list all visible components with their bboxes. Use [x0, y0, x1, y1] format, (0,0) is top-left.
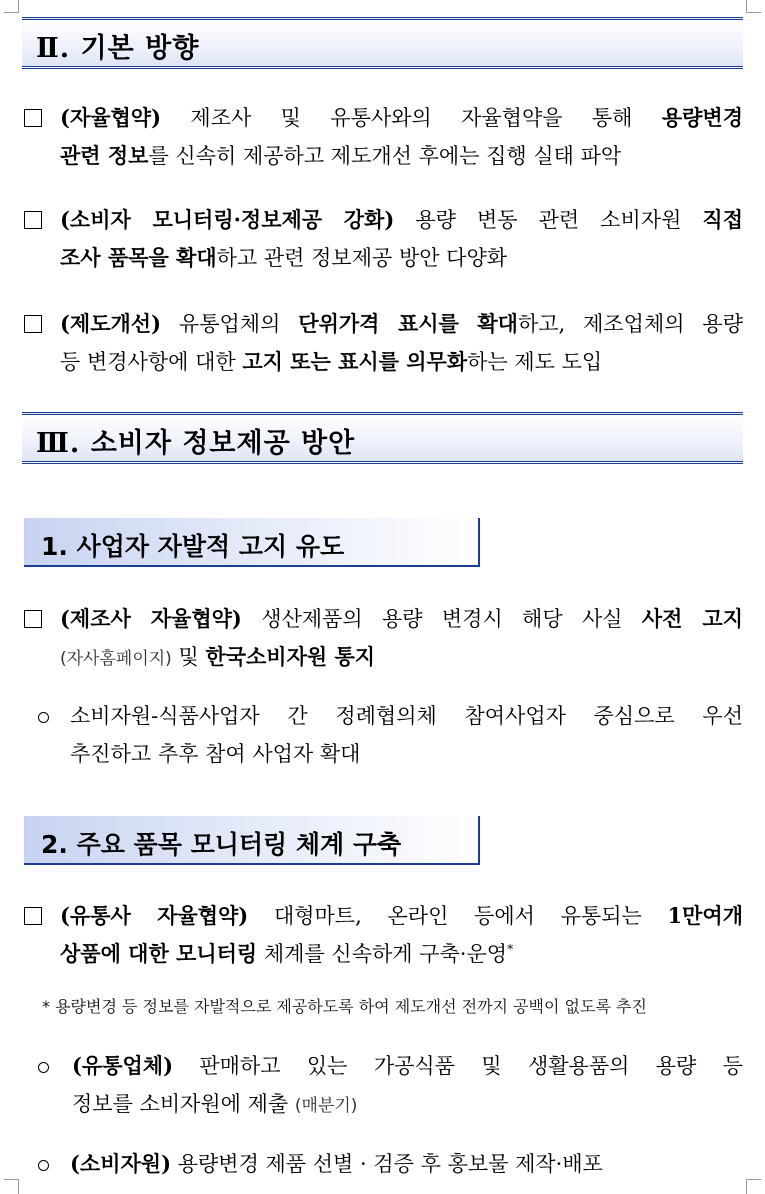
- checkbox-square-icon: [24, 315, 42, 333]
- section-title: [36, 26, 199, 65]
- subsection-header: [24, 816, 480, 865]
- bullet-item: [24, 897, 743, 973]
- bullet-item: [24, 201, 743, 277]
- section-title: [36, 421, 355, 460]
- section-header-basic-direction: [22, 17, 743, 69]
- section-number: Ⅱ.: [36, 33, 71, 64]
- crop-mark: [746, 0, 761, 13]
- section-header-consumer-info: [22, 412, 743, 464]
- section-title-text: 소비자 정보제공 방안: [90, 428, 356, 459]
- text-line: (제도개선) 유통업체의 단위가격 표시를 확대하고, 제조업체의 용량: [60, 311, 743, 336]
- text-line: 등 변경사항에 대한 고지 또는 표시를 의무화하는 제도 도입: [60, 349, 603, 374]
- bullet-item: [24, 305, 743, 381]
- checkbox-square-icon: [24, 610, 42, 628]
- text-line: 관련 정보를 신속히 제공하고 제도개선 후에는 집행 실태 파악: [60, 143, 622, 168]
- subsection-title: 1. 사업자 자발적 고지 유도: [41, 532, 345, 561]
- circle-bullet-item: [38, 1145, 743, 1183]
- text-line: 추진하고 추후 참여 사업자 확대: [70, 742, 361, 766]
- text-line: (소비자 모니터링·정보제공 강화) 용량 변동 관련 소비자원 직접: [60, 207, 743, 232]
- section-number: Ⅲ.: [36, 428, 81, 459]
- circle-bullet-icon: [38, 1160, 49, 1171]
- text-line: (유통업체) 판매하고 있는 가공식품 및 생활용품의 용량 등: [72, 1053, 743, 1078]
- checkbox-square-icon: [24, 109, 42, 127]
- footnote: * 용량변경 등 정보를 자발적으로 제공하도록 하여 제도개선 전까지 공백이 없도록 추진: [42, 997, 647, 1016]
- text-line: 정보를 소비자원에 제출 (매분기): [72, 1092, 358, 1116]
- crop-mark: [4, 0, 19, 13]
- text-line: (제조사 자율협약) 생산제품의 용량 변경시 해당 사실 사전 고지: [60, 606, 743, 631]
- text-line: 조사 품목을 확대하고 관련 정보제공 방안 다양화: [60, 245, 508, 270]
- bullet-item: [24, 99, 743, 175]
- checkbox-square-icon: [24, 211, 42, 229]
- subsection-title: 2. 주요 품목 모니터링 체계 구축: [41, 830, 402, 859]
- checkbox-square-icon: [24, 907, 42, 925]
- subsection-header: [24, 518, 480, 567]
- circle-bullet-item: [38, 1047, 743, 1125]
- text-line: (자사홈페이지) 및 한국소비자원 통지: [60, 644, 376, 669]
- circle-bullet-icon: [38, 1062, 49, 1073]
- text-line: (소비자원) 용량변경 제품 선별 · 검증 후 홍보물 제작·배포: [70, 1151, 603, 1176]
- section-title-text: 기본 방향: [80, 33, 200, 64]
- bullet-item: [24, 600, 743, 678]
- text-line: 상품에 대한 모니터링 체계를 신속하게 구축·운영*: [60, 941, 514, 966]
- text-line: (유통사 자율협약) 대형마트, 온라인 등에서 유통되는 1만여개: [60, 903, 743, 928]
- circle-bullet-icon: [38, 712, 49, 723]
- circle-bullet-item: [38, 697, 743, 773]
- text-line: 소비자원-식품사업자 간 정례협의체 참여사업자 중심으로 우선: [70, 704, 743, 728]
- text-line: (자율협약) 제조사 및 유통사와의 자율협약을 통해 용량변경: [60, 105, 743, 130]
